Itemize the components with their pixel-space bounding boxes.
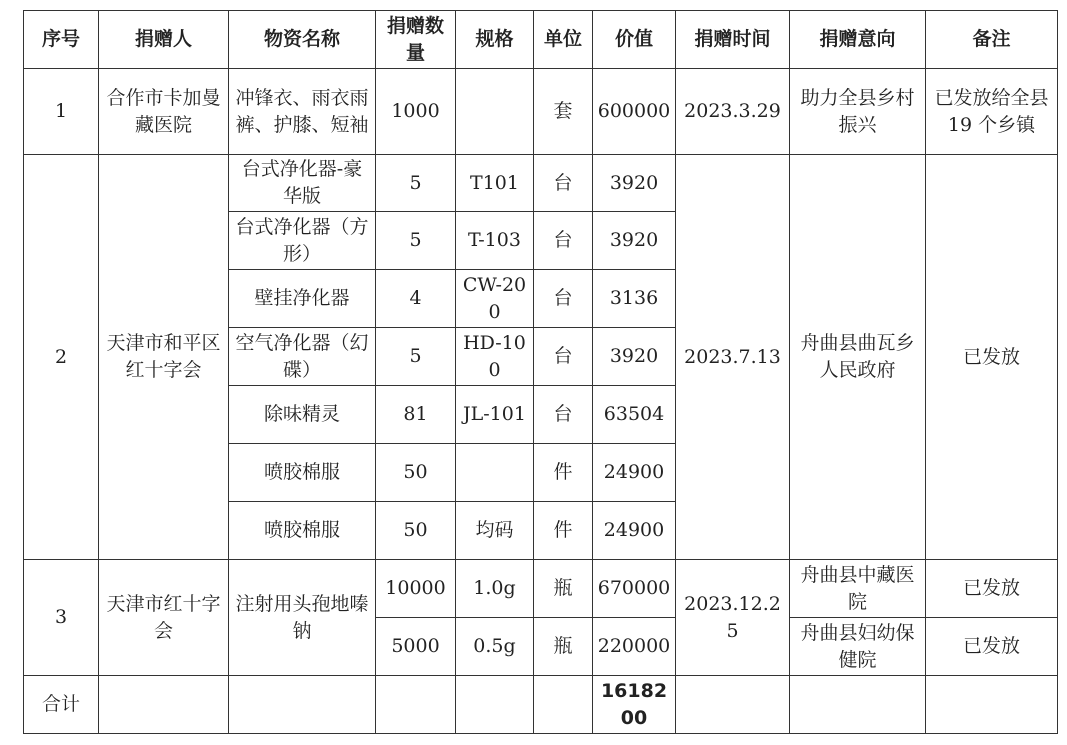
value-cell: 600000 <box>593 69 676 155</box>
header-cell: 单位 <box>534 11 593 69</box>
empty-cell <box>229 676 376 734</box>
unit-cell: 瓶 <box>534 618 593 676</box>
qty-cell: 81 <box>376 386 456 444</box>
spec-cell: T101 <box>456 155 534 212</box>
header-row <box>24 11 1058 69</box>
empty-cell <box>676 676 790 734</box>
value-cell: 220000 <box>593 618 676 676</box>
table-row <box>24 69 1058 155</box>
qty-cell: 5000 <box>376 618 456 676</box>
value-cell: 3920 <box>593 212 676 270</box>
unit-cell: 台 <box>534 270 593 328</box>
item-cell: 注射用头孢地嗪钠 <box>229 560 376 676</box>
value-cell: 3920 <box>593 328 676 386</box>
note-cell: 已发放 <box>926 618 1058 676</box>
item-cell: 空气净化器（幻碟） <box>229 328 376 386</box>
unit-cell: 件 <box>534 444 593 502</box>
unit-cell: 件 <box>534 502 593 560</box>
spec-cell: HD-100 <box>456 328 534 386</box>
row-number: 1 <box>24 69 99 155</box>
empty-cell <box>456 676 534 734</box>
header-cell: 捐赠人 <box>99 11 229 69</box>
header-cell: 序号 <box>24 11 99 69</box>
value-cell: 3136 <box>593 270 676 328</box>
value-cell: 3920 <box>593 155 676 212</box>
spec-cell: JL-101 <box>456 386 534 444</box>
empty-cell <box>926 676 1058 734</box>
qty-cell: 50 <box>376 502 456 560</box>
header-cell: 捐赠数量 <box>376 11 456 69</box>
unit-cell: 瓶 <box>534 560 593 618</box>
date-cell: 2023.12.25 <box>676 560 790 676</box>
header-cell: 捐赠时间 <box>676 11 790 69</box>
unit-cell: 台 <box>534 328 593 386</box>
header-cell: 规格 <box>456 11 534 69</box>
item-cell: 台式净化器-豪华版 <box>229 155 376 212</box>
note-cell: 已发放给全县 19 个乡镇 <box>926 69 1058 155</box>
note-cell: 已发放 <box>926 155 1058 560</box>
spec-cell: T-103 <box>456 212 534 270</box>
date-cell: 2023.7.13 <box>676 155 790 560</box>
intent-cell: 舟曲县曲瓦乡人民政府 <box>790 155 926 560</box>
qty-cell: 4 <box>376 270 456 328</box>
total-row <box>24 676 1058 734</box>
item-cell: 除味精灵 <box>229 386 376 444</box>
item-cell: 冲锋衣、雨衣雨裤、护膝、短袖 <box>229 69 376 155</box>
header-cell: 备注 <box>926 11 1058 69</box>
intent-cell: 舟曲县中藏医院 <box>790 560 926 618</box>
date-cell: 2023.3.29 <box>676 69 790 155</box>
intent-cell: 舟曲县妇幼保健院 <box>790 618 926 676</box>
donor-cell: 合作市卡加曼藏医院 <box>99 69 229 155</box>
unit-cell: 台 <box>534 212 593 270</box>
empty-cell <box>376 676 456 734</box>
unit-cell: 台 <box>534 386 593 444</box>
item-cell: 喷胶棉服 <box>229 502 376 560</box>
qty-cell: 5 <box>376 155 456 212</box>
donor-cell: 天津市红十字会 <box>99 560 229 676</box>
donor-cell: 天津市和平区红十字会 <box>99 155 229 560</box>
note-cell: 已发放 <box>926 560 1058 618</box>
value-cell: 24900 <box>593 444 676 502</box>
spec-cell: 均码 <box>456 502 534 560</box>
intent-cell: 助力全县乡村振兴 <box>790 69 926 155</box>
qty-cell: 50 <box>376 444 456 502</box>
empty-cell <box>534 676 593 734</box>
spec-cell <box>456 69 534 155</box>
item-cell: 台式净化器（方形） <box>229 212 376 270</box>
value-cell: 63504 <box>593 386 676 444</box>
qty-cell: 1000 <box>376 69 456 155</box>
table-row <box>24 155 1058 212</box>
row-number: 2 <box>24 155 99 560</box>
donation-table <box>23 10 1058 734</box>
unit-cell: 套 <box>534 69 593 155</box>
spec-cell <box>456 444 534 502</box>
header-cell: 物资名称 <box>229 11 376 69</box>
qty-cell: 10000 <box>376 560 456 618</box>
spec-cell: 1.0g <box>456 560 534 618</box>
total-value: 1618200 <box>593 676 676 734</box>
qty-cell: 5 <box>376 328 456 386</box>
spec-cell: 0.5g <box>456 618 534 676</box>
table-row <box>24 560 1058 618</box>
value-cell: 24900 <box>593 502 676 560</box>
qty-cell: 5 <box>376 212 456 270</box>
value-cell: 670000 <box>593 560 676 618</box>
header-cell: 捐赠意向 <box>790 11 926 69</box>
unit-cell: 台 <box>534 155 593 212</box>
header-cell: 价值 <box>593 11 676 69</box>
item-cell: 壁挂净化器 <box>229 270 376 328</box>
spec-cell: CW-200 <box>456 270 534 328</box>
item-cell: 喷胶棉服 <box>229 444 376 502</box>
empty-cell <box>99 676 229 734</box>
empty-cell <box>790 676 926 734</box>
row-number: 3 <box>24 560 99 676</box>
total-label: 合计 <box>24 676 99 734</box>
